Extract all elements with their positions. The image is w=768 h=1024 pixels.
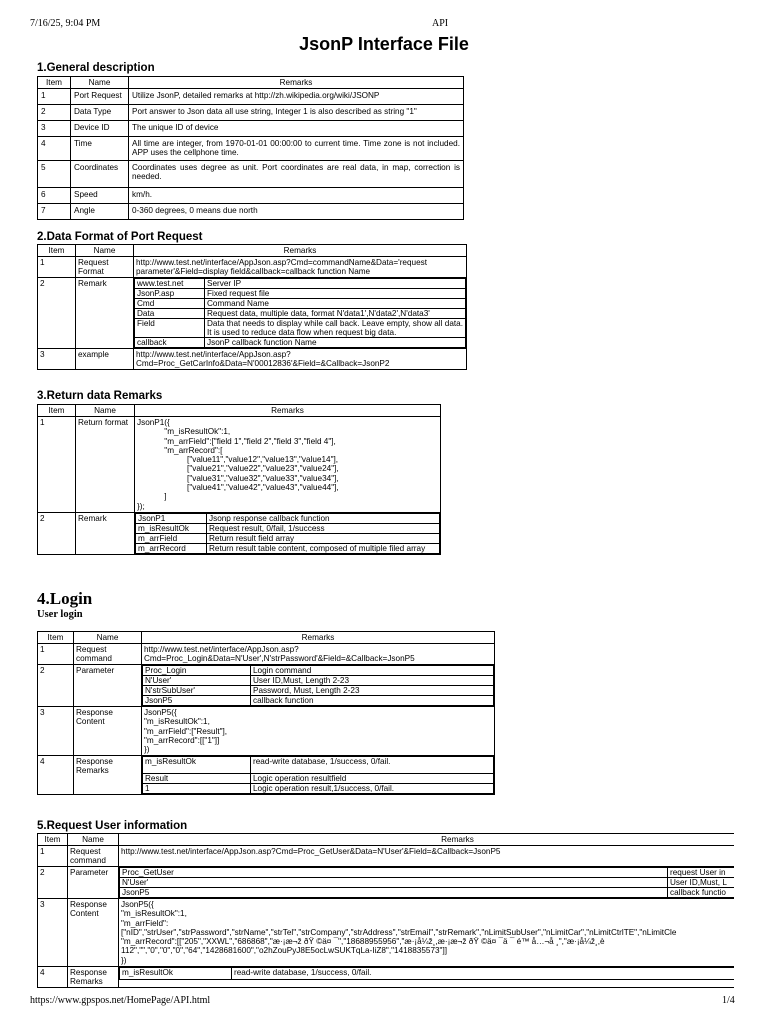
param-key: N'strSubUser'	[143, 686, 251, 696]
param-desc: User ID,Must, L	[668, 878, 735, 888]
cell-name: Remark	[76, 512, 135, 554]
subtable-row	[143, 696, 494, 706]
cell-name: Response Content	[68, 899, 119, 967]
table-row	[38, 204, 464, 220]
cell-item: 4	[38, 137, 71, 161]
cell-remark: http://www.test.net/interface/AppJson.asp?Cmd=commandName&Data='request parameter'&Field=display field&callback=callback function Name	[134, 257, 467, 278]
param-desc: Fixed request file	[205, 289, 466, 299]
cell-name: Return format	[76, 417, 135, 513]
param-key: m_isResultOk	[136, 523, 207, 533]
col-item: Item	[38, 632, 74, 644]
param-desc: JsonP callback function Name	[205, 338, 466, 348]
cell-item: 1	[38, 417, 76, 513]
remark-subtable	[134, 278, 466, 348]
cell-name: Parameter	[68, 867, 119, 899]
cell-remark: The unique ID of device	[129, 121, 464, 137]
section-5-heading: 5.Request User information	[37, 820, 188, 832]
param-desc: read-write database, 1/success, 0/fail.	[251, 757, 494, 774]
cell-item: 4	[38, 967, 68, 988]
section-2-heading: 2.Data Format of Port Request	[37, 231, 203, 243]
col-item: Item	[38, 77, 71, 89]
param-desc: Data that needs to display while call back. Leave empty, show all data. It is used to reduce data flow when request big data.	[205, 319, 466, 338]
subtable-row	[143, 666, 494, 676]
subtable-row	[136, 543, 440, 553]
cell-remark	[142, 665, 495, 707]
param-desc: Return result field array	[207, 533, 440, 543]
cell-name: Remark	[76, 278, 134, 349]
cell-remark	[119, 867, 735, 899]
table-row	[38, 105, 464, 121]
param-desc: Command Name	[205, 299, 466, 309]
cell-item: 1	[38, 644, 74, 665]
cell-name: Response Remarks	[68, 967, 119, 988]
response-content-code: JsonP5({ "m_isResultOk":1, "m_arrField":["Result"], "m_arrRecord":[["1"]] })	[142, 707, 495, 756]
cell-remark	[134, 278, 467, 349]
subtable-row	[143, 784, 494, 794]
col-remarks: Remarks	[134, 245, 467, 257]
table-row	[38, 756, 495, 795]
subtable-row	[143, 774, 494, 784]
cell-name: Speed	[71, 188, 129, 204]
param-key: JsonP1	[136, 513, 207, 523]
cell-item: 7	[38, 204, 71, 220]
col-remarks: Remarks	[129, 77, 464, 89]
cell-remark: 0-360 degrees, 0 means due north	[129, 204, 464, 220]
table-row	[38, 899, 735, 967]
param-desc: Request result, 0/fail, 1/success	[207, 523, 440, 533]
cell-item: 2	[38, 105, 71, 121]
subtable-row	[120, 868, 735, 878]
table-row	[38, 349, 467, 370]
param-key: www.test.net	[135, 279, 205, 289]
param-desc: Request data, multiple data, format N'data1',N'data2',N'data3'	[205, 309, 466, 319]
param-desc: request User in	[668, 868, 735, 878]
cell-item: 3	[38, 707, 74, 756]
subtable-row	[120, 888, 735, 898]
subtable-row	[135, 309, 466, 319]
cell-remark	[135, 512, 441, 554]
param-key: 1	[143, 784, 251, 794]
table-row	[38, 846, 735, 867]
cell-remark: Port answer to Json data all use string, Integer 1 is also described as string "1"	[129, 105, 464, 121]
cell-name: Request command	[68, 846, 119, 867]
col-item: Item	[38, 834, 68, 846]
section-4-heading: 4.Login	[37, 589, 93, 608]
param-key: m_isResultOk	[143, 757, 251, 774]
cell-name: example	[76, 349, 134, 370]
cell-remark: All time are integer, from 1970-01-01 00:00:00 to current time. Time zone is not included. APP uses the cellphone time.	[129, 137, 464, 161]
response-remark-subtable	[142, 756, 494, 794]
table-row	[38, 161, 464, 188]
param-desc: read-write database, 1/success, 0/fail.	[232, 968, 735, 980]
col-name: Name	[76, 245, 134, 257]
cell-remark: km/h.	[129, 188, 464, 204]
table-row	[38, 188, 464, 204]
param-key: m_isResultOk	[120, 968, 232, 980]
param-desc: Password, Must, Length 2-23	[251, 686, 494, 696]
cell-name: Coordinates	[71, 161, 129, 188]
col-item: Item	[38, 405, 76, 417]
subtable-row	[143, 757, 494, 774]
subtable-row	[136, 533, 440, 543]
cell-name: Parameter	[74, 665, 142, 707]
cell-name: Port Request	[71, 89, 129, 105]
remark-subtable	[135, 513, 440, 554]
table-row	[38, 278, 467, 349]
param-key: callback	[135, 338, 205, 348]
param-key: N'User'	[143, 676, 251, 686]
col-item: Item	[38, 245, 76, 257]
param-key: JsonP5	[120, 888, 668, 898]
cell-item: 1	[38, 846, 68, 867]
cell-name: Response Remarks	[74, 756, 142, 795]
table-row	[38, 512, 441, 554]
cell-item: 2	[38, 867, 68, 899]
section-3-heading: 3.Return data Remarks	[37, 390, 163, 402]
col-remarks: Remarks	[142, 632, 495, 644]
col-name: Name	[76, 405, 135, 417]
document-title: JsonP Interface File	[299, 34, 469, 54]
subtable-row	[135, 338, 466, 348]
param-key: m_arrRecord	[136, 543, 207, 553]
param-desc: Jsonp response callback function	[207, 513, 440, 523]
cell-remark	[142, 756, 495, 795]
param-desc: Logic operation resultfield	[251, 774, 494, 784]
col-name: Name	[68, 834, 119, 846]
section-5-clip	[0, 830, 734, 990]
parameter-subtable	[142, 665, 494, 706]
cell-item: 3	[38, 899, 68, 967]
print-datetime: 7/16/25, 9:04 PM	[30, 18, 101, 29]
table-row	[38, 867, 735, 899]
table-row	[38, 665, 495, 707]
response-remark-subtable	[119, 967, 734, 980]
param-desc: callback function	[251, 696, 494, 706]
cell-name: Time	[71, 137, 129, 161]
table-row	[38, 137, 464, 161]
cell-remark: http://www.test.net/interface/AppJson.asp?Cmd=Proc_Login&Data=N'User',N'strPassword'&Field=&Callback=JsonP5	[142, 644, 495, 665]
cell-item: 4	[38, 756, 74, 795]
cell-name: Request Format	[76, 257, 134, 278]
param-key: m_arrField	[136, 533, 207, 543]
col-remarks: Remarks	[135, 405, 441, 417]
col-remarks: Remarks	[119, 834, 735, 846]
param-key: JsonP.asp	[135, 289, 205, 299]
param-key: N'User'	[120, 878, 668, 888]
cell-item: 3	[38, 349, 76, 370]
cell-remark: http://www.test.net/interface/AppJson.asp?Cmd=Proc_GetUser&Data=N'User'&Field=&Callback=JsonP5	[119, 846, 735, 867]
user-info-table	[37, 833, 734, 988]
param-desc: Login command	[251, 666, 494, 676]
parameter-subtable	[119, 867, 734, 898]
cell-remark: Utilize JsonP, detailed remarks at http://zh.wikipedia.org/wiki/JSONP	[129, 89, 464, 105]
general-description-table	[37, 76, 464, 220]
col-name: Name	[71, 77, 129, 89]
print-title: API	[432, 18, 449, 29]
subtable-row	[143, 686, 494, 696]
print-url: https://www.gpspos.net/HomePage/API.html	[30, 995, 211, 1006]
table-row	[38, 644, 495, 665]
cell-remark: Coordinates uses degree as unit. Port coordinates are real data, in map, correction is needed.	[129, 161, 464, 188]
cell-item: 1	[38, 89, 71, 105]
subtable-row	[135, 319, 466, 338]
param-desc: User ID,Must, Length 2-23	[251, 676, 494, 686]
cell-name: Data Type	[71, 105, 129, 121]
param-key: Result	[143, 774, 251, 784]
param-key: Proc_GetUser	[120, 868, 668, 878]
table-row	[38, 707, 495, 756]
page-number: 1/4	[722, 995, 735, 1006]
param-desc: Return result table content, composed of multiple filed array	[207, 543, 440, 553]
section-1-heading: 1.General description	[37, 62, 155, 74]
cell-name: Angle	[71, 204, 129, 220]
param-key: Data	[135, 309, 205, 319]
cell-name: Device ID	[71, 121, 129, 137]
param-desc: Server IP	[205, 279, 466, 289]
table-row	[38, 121, 464, 137]
table-row	[38, 89, 464, 105]
subtable-row	[120, 878, 735, 888]
cell-remark	[119, 967, 735, 988]
table-row	[38, 967, 735, 988]
param-desc: callback functio	[668, 888, 735, 898]
param-key: JsonP5	[143, 696, 251, 706]
subtable-row	[135, 299, 466, 309]
cell-name: Response Content	[74, 707, 142, 756]
param-desc: Logic operation result,1/success, 0/fail.	[251, 784, 494, 794]
param-key: Cmd	[135, 299, 205, 309]
cell-item: 3	[38, 121, 71, 137]
cell-item: 5	[38, 161, 71, 188]
cell-name: Request command	[74, 644, 142, 665]
table-row	[38, 417, 441, 513]
col-name: Name	[74, 632, 142, 644]
cell-item: 2	[38, 665, 74, 707]
return-data-table	[37, 404, 441, 555]
cell-item: 2	[38, 278, 76, 349]
table-row	[38, 257, 467, 278]
cell-item: 1	[38, 257, 76, 278]
subtable-row	[143, 676, 494, 686]
login-table	[37, 631, 495, 795]
subtable-row	[120, 968, 735, 980]
section-4-subheading: User login	[37, 609, 83, 620]
subtable-row	[136, 523, 440, 533]
param-key: Field	[135, 319, 205, 338]
param-key: Proc_Login	[143, 666, 251, 676]
return-format-code: JsonP1({ "m_isResultOk":1, "m_arrField":["field 1","field 2","field 3","field 4"], "m_arrRecord":[ ["value11","value12","value13","value14"], ["value21","value22","value23","value24"], ["value31","value32","value33","value34"], ["value41","value42","value43","value44"], ] });	[135, 417, 441, 513]
subtable-row	[135, 289, 466, 299]
subtable-row	[136, 513, 440, 523]
subtable-row	[135, 279, 466, 289]
cell-item: 6	[38, 188, 71, 204]
cell-remark: http://www.test.net/interface/AppJson.asp?Cmd=Proc_GetCarInfo&Data=N'00012836'&Field=&Callback=JsonP2	[134, 349, 467, 370]
response-content-code: JsonP5({ "m_isResultOk":1, "m_arrField": ["nID","strUser","strPassword","strName","strTel","strCompany","strAddress","strEmail","strRemark","nLimitSubUser","nLimitCar","nLimitCtrlTE","nLimitCle "m_arrRecord":[["205","XXWL","686868","æ·¡æ¬ž ðŸ ©ä¤ ¯","18688955956","æ·¡å¼ž¸,æ·¡æ¬ž ðŸ ©ä¤ ¯ä ¯ é™ å…¬å ¸","æ·¡å¼ž¸,è 112","","0","0","0","64","1428681600","o2hZouPyJ8E5ocLwSUKTqLa-IiZ8","1418835573"]] })	[119, 899, 735, 967]
cell-item: 2	[38, 512, 76, 554]
request-format-table	[37, 244, 467, 370]
